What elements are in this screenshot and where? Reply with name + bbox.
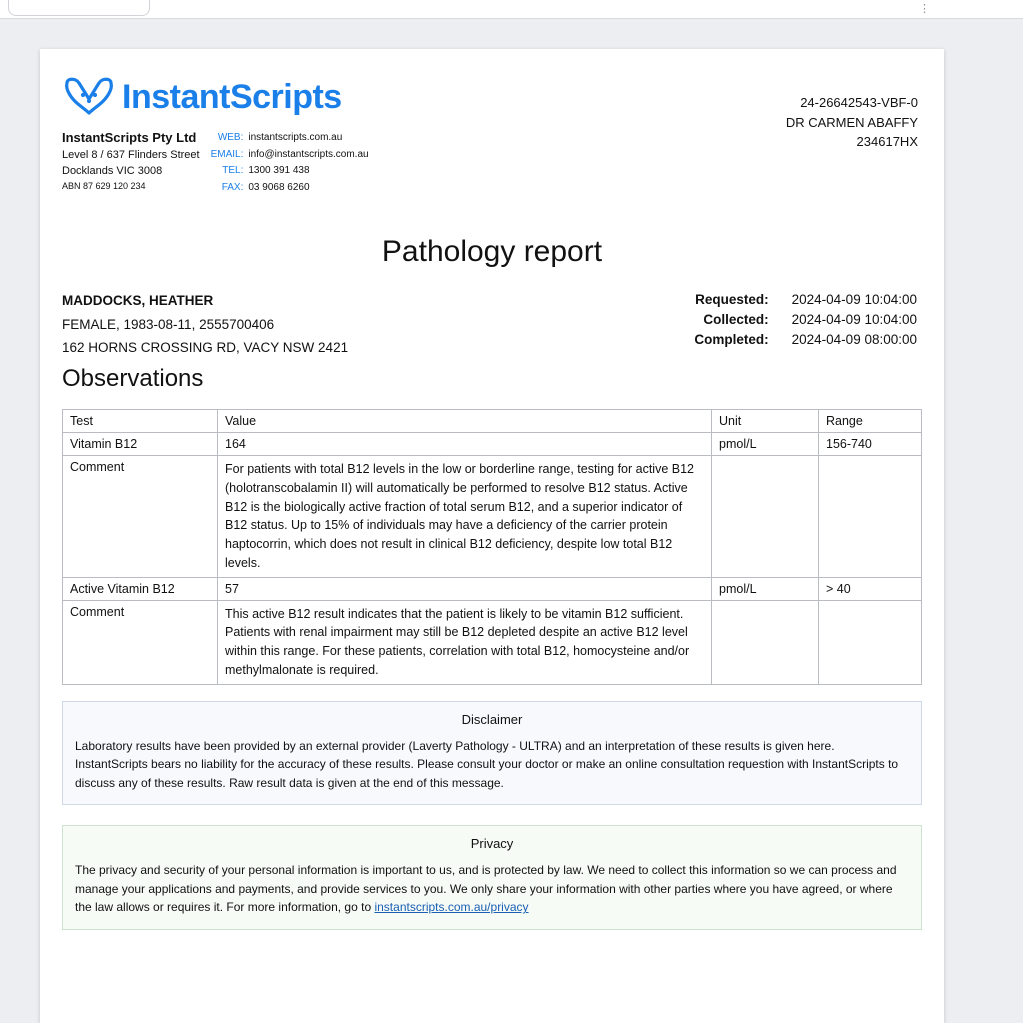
date-value: 2024-04-09 10:04:00 <box>791 312 917 327</box>
patient-demographics: FEMALE, 1983-08-11, 2555700406 <box>62 316 275 332</box>
date-label: Completed: <box>694 331 769 347</box>
privacy-policy-link[interactable]: instantscripts.com.au/privacy <box>374 900 529 915</box>
contact-label: WEB: <box>217 132 244 143</box>
disclaimer-title: Disclaimer <box>461 711 523 727</box>
brand-name: InstantScripts <box>122 78 342 116</box>
document-sheet <box>40 49 944 1023</box>
company-address-line-1: Level 8 / 637 Flinders Street <box>62 148 200 161</box>
cell-value: 57 <box>218 577 712 600</box>
report-reference <box>786 93 918 152</box>
table-row <box>63 577 922 600</box>
date-value: 2024-04-09 08:00:00 <box>791 332 917 347</box>
overflow-menu-icon[interactable]: ⋮ <box>919 3 931 15</box>
disclaimer-body: Laboratory results have been provided by an external provider (Laverty Pathology - ULTRA) and an interpretation of these results is given here. InstantScripts bears no liability for the accuracy of these results. Please consult your doctor or make an online consultation requestion with InstantScripts to discuss any of these results. Raw result data is given at the end of this message. <box>75 738 899 790</box>
contact-row <box>210 180 370 197</box>
provider-number: 234617HX <box>856 134 918 149</box>
date-label: Collected: <box>703 311 769 327</box>
cell-test: Comment <box>63 456 218 578</box>
contact-value: info@instantscripts.com.au <box>248 148 369 160</box>
cell-unit: pmol/L <box>712 577 819 600</box>
contact-row <box>210 163 370 180</box>
contact-value: 03 9068 6260 <box>248 181 310 193</box>
requesting-doctor: DR CARMEN ABAFFY <box>785 114 918 130</box>
cell-range: > 40 <box>819 577 922 600</box>
page-title: Pathology report <box>381 235 603 268</box>
column-header-unit: Unit <box>712 410 819 433</box>
patient-section <box>62 289 922 359</box>
column-header-value: Value <box>218 410 712 433</box>
column-header-range: Range <box>819 410 922 433</box>
cell-range <box>819 600 922 684</box>
table-row <box>63 600 922 684</box>
contact-value: 1300 391 438 <box>248 165 310 176</box>
report-dates <box>694 291 918 351</box>
cell-value: For patients with total B12 levels in the low or borderline range, testing for active B12 (holotranscobalamin II) will automatically be performed to resolve B12 status. Active B12 is the biologically active fraction of total serum B12, and a superior indicator of B12 status. Up to 15% of individuals may have a deficiency of the carrier protein haptocorrin, which does not result in clinical B12 deficiency, despite low total B12 levels. <box>218 456 712 578</box>
company-address <box>62 129 200 193</box>
date-row <box>694 291 918 311</box>
cell-range: 156-740 <box>819 433 922 456</box>
cell-value: 164 <box>218 433 712 456</box>
cell-unit <box>712 456 819 578</box>
cell-value: This active B12 result indicates that the patient is likely to be vitamin B12 sufficient. Patients with renal impairment may still be B12 depleted despite an active B12 level within this range. For these patients, correlation with total B12, homocysteine and/or methylmalonate is required. <box>218 600 712 684</box>
patient-address: 162 HORNS CROSSING RD, VACY NSW 2421 <box>62 340 349 356</box>
contact-value: instantscripts.com.au <box>248 132 343 143</box>
date-row <box>694 311 918 331</box>
date-row <box>694 331 918 351</box>
disclaimer-box <box>62 701 922 806</box>
table-header-row <box>63 410 922 433</box>
observations-table <box>62 409 922 685</box>
table-row <box>63 433 922 456</box>
reference-number: 24-26642543-VBF-0 <box>800 95 918 110</box>
privacy-title: Privacy <box>470 836 514 852</box>
cell-test: Active Vitamin B12 <box>63 577 218 600</box>
contact-row <box>210 130 370 147</box>
company-contacts <box>210 130 370 196</box>
cell-unit <box>712 600 819 684</box>
company-abn: ABN 87 629 120 234 <box>62 180 146 191</box>
date-label: Requested: <box>695 291 769 307</box>
table-row <box>63 456 922 578</box>
contact-label: EMAIL: <box>210 148 244 160</box>
column-header-test: Test <box>63 410 218 433</box>
company-name: InstantScripts Pty Ltd <box>62 130 197 145</box>
document-header <box>62 77 922 217</box>
browser-tab[interactable] <box>8 0 150 16</box>
browser-top-strip <box>0 0 1023 19</box>
date-value: 2024-04-09 10:04:00 <box>791 292 917 307</box>
contact-row <box>210 147 370 164</box>
cell-unit: pmol/L <box>712 433 819 456</box>
observations-heading: Observations <box>62 365 204 392</box>
contact-label: FAX: <box>221 181 244 193</box>
company-address-line-2: Docklands VIC 3008 <box>62 164 163 177</box>
contact-label: TEL: <box>222 165 244 176</box>
privacy-box <box>62 825 922 930</box>
cell-test: Vitamin B12 <box>63 433 218 456</box>
cell-test: Comment <box>63 600 218 684</box>
privacy-body <box>75 861 909 917</box>
instantscripts-logo-icon <box>62 77 116 117</box>
privacy-text: The privacy and security of your personal information is important to us, and is protected by law. We need to collect this information so we can process and manage your applications and payments, and provide services to you. We only share your information with other parties where you have agreed, or where the law allows or requires it. For more information, go to <box>75 863 897 915</box>
patient-name: MADDOCKS, HEATHER <box>62 293 214 308</box>
cell-range <box>819 456 922 578</box>
